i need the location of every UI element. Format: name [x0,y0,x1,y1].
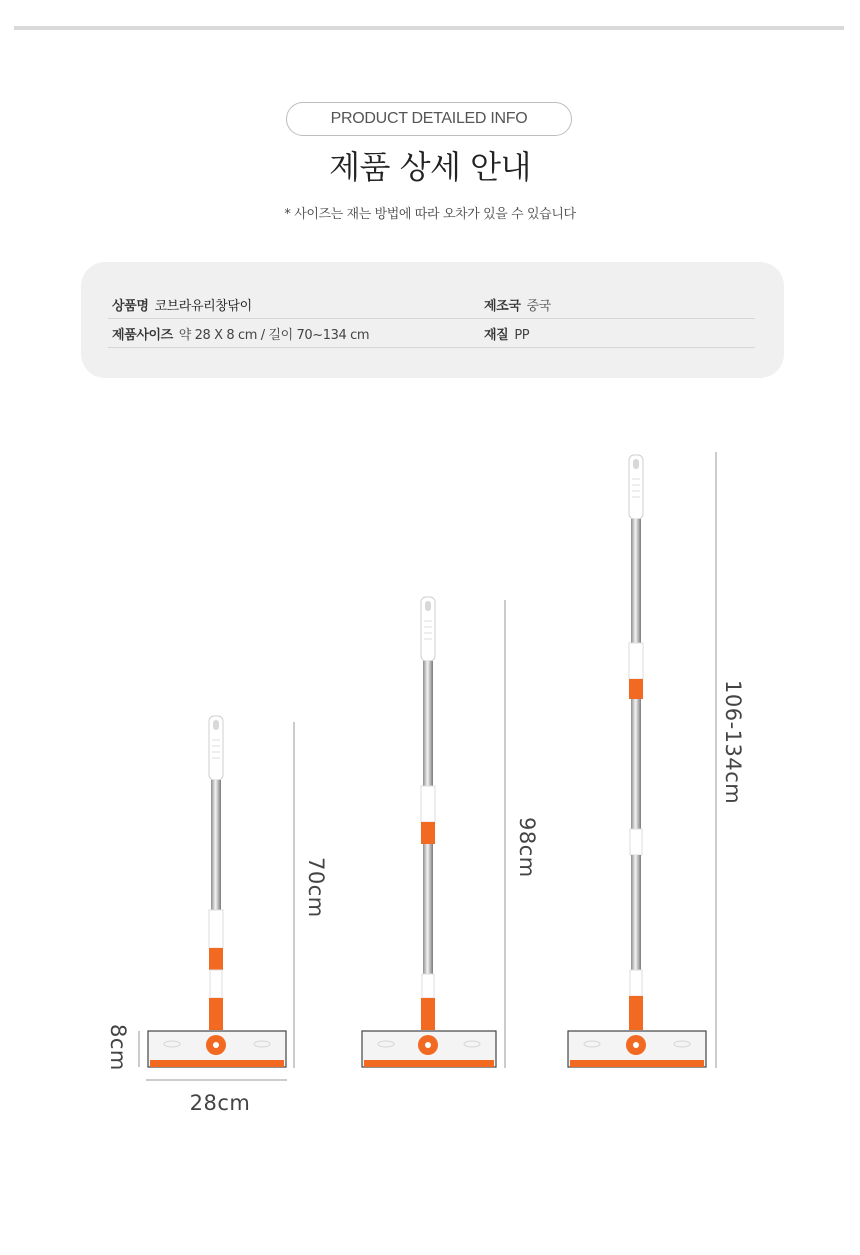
info-value: 코브라유리창닦이 [154,299,252,314]
info-value: 중국 [526,299,551,314]
info-value: 약 28 X 8 cm / 길이 70~134 cm [178,328,370,343]
pole [631,519,641,643]
pole [423,661,433,786]
dimension-label-8: 8cm [106,1024,130,1071]
info-label: 제조국 [484,299,521,314]
info-label: 상품명 [112,299,149,314]
pole [211,780,221,910]
info-value: PP [514,328,530,343]
section-tag: PRODUCT DETAILED INFO [286,102,572,136]
wiper-medium [362,597,496,1067]
orange-joint [421,822,435,844]
info-label: 재질 [484,328,509,343]
wiper-long [568,455,706,1067]
dimension-label-28: 28cm [189,1091,251,1115]
dimension-label-70: 70cm [304,857,328,918]
size-note: * 사이즈는 재는 방법에 따라 오차가 있을 수 있습니다 [284,207,576,222]
info-label: 제품사이즈 [112,328,173,343]
dimension-label-98: 98cm [515,817,539,878]
wiper-short [148,716,286,1067]
page-title: 제품 상세 안내 [329,148,531,186]
dimension-label-134: 106-134cm [721,680,745,805]
orange-joint [629,679,643,699]
orange-joint [209,948,223,970]
